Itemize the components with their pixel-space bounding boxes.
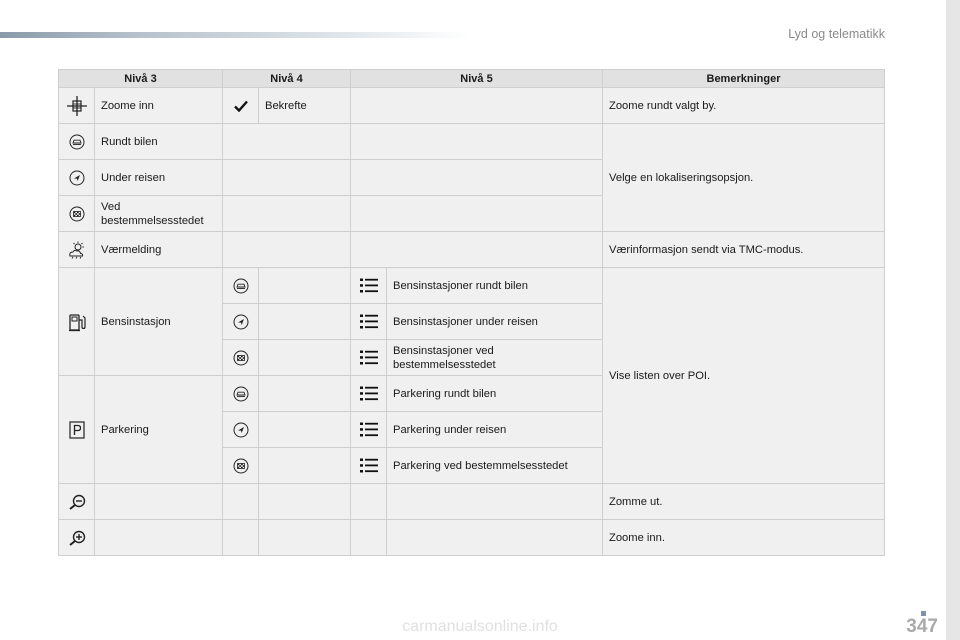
level3-fuel-station: Bensinstasjon bbox=[95, 268, 223, 376]
car-front-icon bbox=[223, 268, 259, 304]
level5-empty bbox=[351, 124, 603, 160]
navigation-arrow-icon bbox=[223, 412, 259, 448]
page-number: 347 bbox=[906, 616, 938, 637]
level5-empty bbox=[351, 196, 603, 232]
checkmark-icon bbox=[223, 88, 259, 124]
parking-icon bbox=[59, 376, 95, 484]
level3-zoom-in: Zoome inn bbox=[95, 88, 223, 124]
level3-empty bbox=[95, 484, 223, 520]
remark-zoom-out: Zomme ut. bbox=[603, 484, 885, 520]
destination-flag-icon bbox=[59, 196, 95, 232]
remark-location-option: Velge en lokaliseringsopsjon. bbox=[603, 124, 885, 232]
table-row bbox=[59, 268, 885, 304]
destination-flag-icon bbox=[223, 340, 259, 376]
table-row bbox=[59, 232, 885, 268]
level5-fuel-at-destination: Bensinstasjoner ved bestemmelsesstedet bbox=[387, 340, 603, 376]
level4-empty bbox=[259, 520, 351, 556]
level4-empty bbox=[223, 484, 259, 520]
zoom-in-icon bbox=[59, 520, 95, 556]
level4-empty bbox=[259, 448, 351, 484]
list-icon bbox=[351, 412, 387, 448]
level5-parking-during-trip: Parkering under reisen bbox=[387, 412, 603, 448]
map-target-icon bbox=[59, 88, 95, 124]
level5-fuel-during-trip: Bensinstasjoner under reisen bbox=[387, 304, 603, 340]
level4-empty bbox=[223, 124, 351, 160]
menu-table bbox=[58, 69, 885, 556]
level4-empty bbox=[259, 376, 351, 412]
level4-empty bbox=[223, 232, 351, 268]
list-icon bbox=[351, 268, 387, 304]
table-row bbox=[59, 88, 885, 124]
level3-parking: Parkering bbox=[95, 376, 223, 484]
navigation-arrow-icon bbox=[223, 304, 259, 340]
header-level-4: Nivå 4 bbox=[223, 70, 351, 88]
weather-icon bbox=[59, 232, 95, 268]
level4-empty bbox=[223, 160, 351, 196]
level5-empty bbox=[351, 520, 387, 556]
table-header-row bbox=[59, 70, 885, 88]
level4-empty bbox=[259, 268, 351, 304]
level5-empty bbox=[351, 232, 603, 268]
level4-empty bbox=[259, 304, 351, 340]
header-level-3: Nivå 3 bbox=[59, 70, 223, 88]
list-icon bbox=[351, 376, 387, 412]
car-front-icon bbox=[59, 124, 95, 160]
level5-parking-around-car: Parkering rundt bilen bbox=[387, 376, 603, 412]
level5-empty bbox=[351, 484, 387, 520]
header-gradient-bar bbox=[0, 32, 470, 38]
zoom-out-icon bbox=[59, 484, 95, 520]
level3-empty bbox=[95, 520, 223, 556]
remark-weather: Værinformasjon sendt via TMC-modus. bbox=[603, 232, 885, 268]
level5-empty bbox=[351, 88, 603, 124]
page-side-strip bbox=[946, 0, 960, 640]
level4-empty bbox=[223, 196, 351, 232]
car-front-icon bbox=[223, 376, 259, 412]
destination-flag-icon bbox=[223, 448, 259, 484]
watermark: carmanualsonline.info bbox=[402, 618, 558, 635]
remark-zoom-in: Zoome inn. bbox=[603, 520, 885, 556]
list-icon bbox=[351, 448, 387, 484]
list-icon bbox=[351, 304, 387, 340]
level4-empty bbox=[259, 340, 351, 376]
level5-empty bbox=[351, 160, 603, 196]
level3-during-trip: Under reisen bbox=[95, 160, 223, 196]
header-level-5: Nivå 5 bbox=[351, 70, 603, 88]
remark-zoom-city: Zoome rundt valgt by. bbox=[603, 88, 885, 124]
header-remarks: Bemerkninger bbox=[603, 70, 885, 88]
section-title: Lyd og telematikk bbox=[788, 27, 885, 41]
table-row bbox=[59, 520, 885, 556]
fuel-pump-icon bbox=[59, 268, 95, 376]
level4-confirm: Bekrefte bbox=[259, 88, 351, 124]
level4-empty bbox=[259, 484, 351, 520]
level3-weather: Værmelding bbox=[95, 232, 223, 268]
level4-empty bbox=[259, 412, 351, 448]
navigation-arrow-icon bbox=[59, 160, 95, 196]
level5-parking-at-destination: Parkering ved bestemmelsesstedet bbox=[387, 448, 603, 484]
level5-fuel-around-car: Bensinstasjoner rundt bilen bbox=[387, 268, 603, 304]
table-row bbox=[59, 124, 885, 160]
level5-empty bbox=[387, 520, 603, 556]
list-icon bbox=[351, 340, 387, 376]
level5-empty bbox=[387, 484, 603, 520]
remark-poi-list: Vise listen over POI. bbox=[603, 268, 885, 484]
table-row bbox=[59, 484, 885, 520]
level3-at-destination: Ved bestemmelsesstedet bbox=[95, 196, 223, 232]
level4-empty bbox=[223, 520, 259, 556]
level3-around-car: Rundt bilen bbox=[95, 124, 223, 160]
